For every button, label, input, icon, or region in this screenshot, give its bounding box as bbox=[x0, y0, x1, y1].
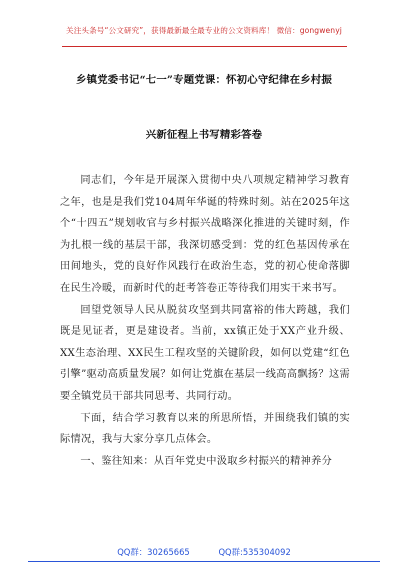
paragraph-3: 下面，结合学习教育以来的所思所悟，并围绕我们镇的实际情况，我与大家分享几点体会。 bbox=[60, 412, 350, 446]
header-promo-text: 关注头条号“公文研究”，获得最新最全最专业的公文资料库！ 微信：gongwenyj bbox=[66, 26, 342, 35]
section-heading-1: 一、鉴往知来：从百年党史中汲取乡村振兴的精神养分 bbox=[80, 455, 333, 467]
paragraph-1: 同志们，今年是开展深入贯彻中央八项规定精神学习教育之年，也是是我们党104周年华诞的特殊时刻。站在2025年这个“十四五”规划收官与乡村振兴战略深化推进的关键时刻，作为扎根一线的基层干部，我深切感受到：党的红色基因传承在田间地头，党的良好作风践行在政治生态，党的初心使命落脚在民生冷暖，而新时代的赶考答卷正等待我们用实干来书写。 bbox=[60, 175, 350, 294]
header-banner bbox=[0, 0, 408, 62]
footer-divider bbox=[28, 561, 380, 562]
document-title-line-2: 兴新征程上书写精彩答卷 bbox=[145, 129, 263, 141]
footer-banner bbox=[0, 546, 408, 580]
footer-contact bbox=[0, 546, 408, 558]
document-body bbox=[60, 170, 350, 472]
header-divider bbox=[62, 46, 347, 47]
footer-qq-group-2: QQ群:535304092 bbox=[218, 547, 291, 557]
document-title-line-1: 乡镇党委书记“七一”专题党课：怀初心守纪律在乡村振 bbox=[76, 74, 332, 86]
paragraph-2: 回望党领导人民从脱贫攻坚到共同富裕的伟大跨越，我们既是见证者，更是建设者。当前，xx镇正处于XX产业升级、XX生态治理、XX民生工程攻坚的关键阶段，如何以党建“红色引擎”驱动高质量发展？如何让党旗在基层一线高高飘扬？这需要全镇党员干部共同思考、共同行动。 bbox=[60, 304, 350, 402]
footer-qq-group-1: QQ群：30265665 bbox=[117, 547, 190, 557]
